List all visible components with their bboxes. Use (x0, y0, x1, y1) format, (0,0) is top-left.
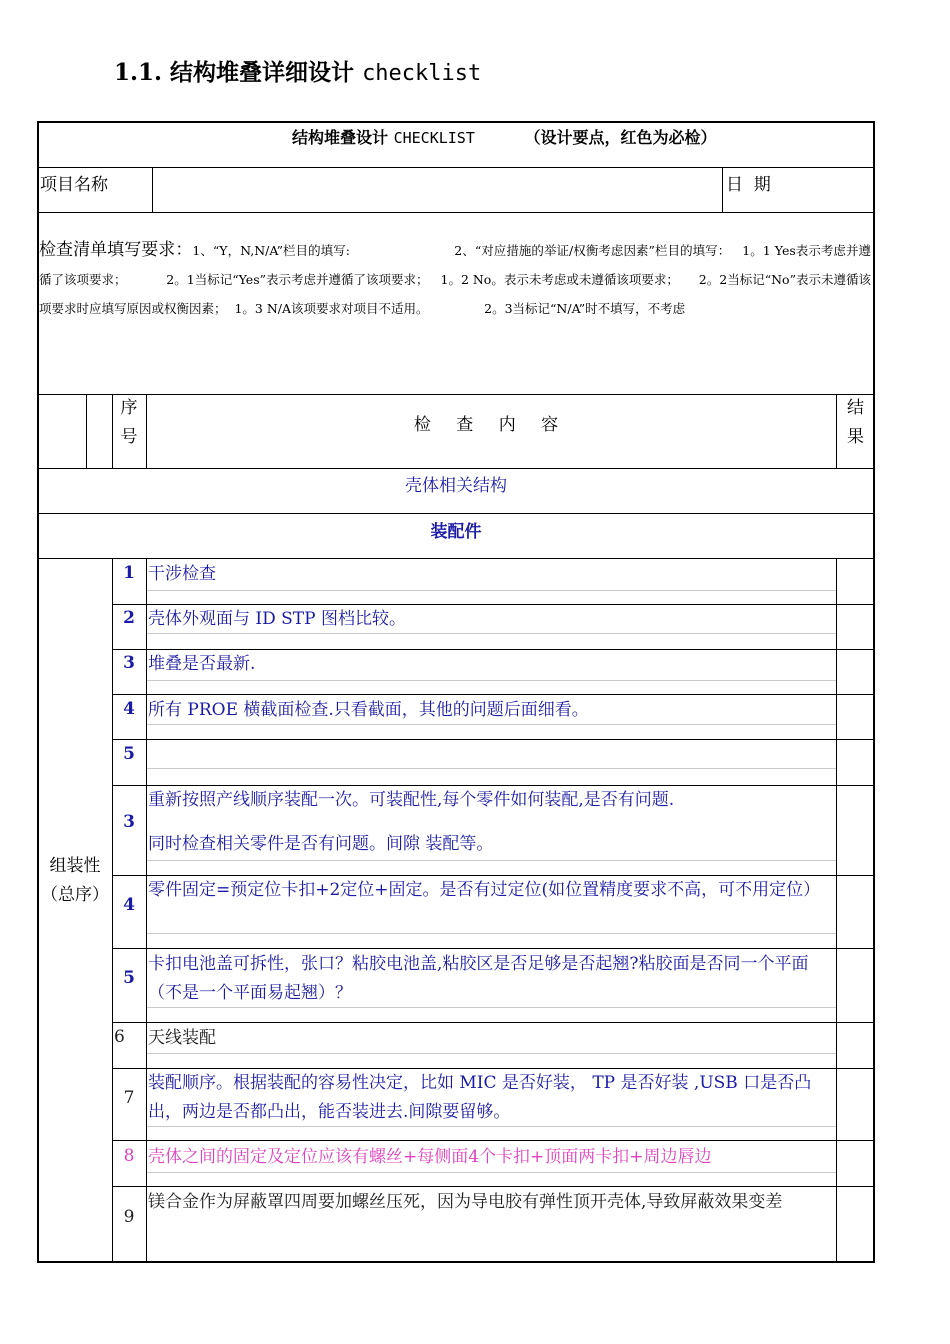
form-title-en: CHECKLIST (393, 129, 475, 147)
form-title-note: （设计要点，红色为必检） (524, 128, 717, 147)
fill-requirements (39, 236, 871, 323)
row-text: 堆叠是否最新. (148, 654, 256, 674)
project-name-label: 项目名称 (40, 175, 108, 195)
section-assembly-parts: 装配件 (430, 522, 482, 542)
row-number: 6 (114, 1027, 125, 1047)
content-header: 检 查 内 容 (413, 415, 569, 435)
section-heading (114, 54, 481, 87)
form-title (292, 125, 716, 148)
row-text: 镁合金作为屏蔽罩四周要加螺丝压死，因为导电胶有弹性顶开壳体,导致屏蔽效果变差 (148, 1192, 783, 1212)
row-text: 所有 PROE 横截面检查.只看截面，其他的问题后面细看。 (148, 700, 589, 720)
section-shell-structure: 壳体相关结构 (405, 476, 507, 496)
rule (37, 394, 875, 395)
row-text: 壳体之间的固定及定位应该有螺丝+每侧面4个卡扣+顶面两卡扣+周边唇边 (148, 1147, 712, 1167)
row-number: 4 (123, 895, 135, 915)
heading-title-en: checklist (362, 61, 482, 86)
heading-title-cn: 结构堆叠详细设计 (170, 59, 355, 86)
requirements-lead: 检查清单填写要求： (39, 240, 193, 260)
rule (37, 167, 875, 168)
rule (37, 558, 875, 559)
row-number: 2 (123, 608, 135, 628)
row-text: 干涉检查 (148, 564, 216, 584)
row-number: 9 (123, 1207, 135, 1227)
requirements-text: 1、“Y，N,N/A”栏目的填写: 2、“对应措施的举证/权衡考虑因素”栏目的填写： 1。1 Yes表示考虑并遵循了该项要求； 2。1当标记“Yes”表示考虑并遵循了该项要求； 1。2 No。表示未考虑或未遵循该项要求； 2。2当标记“No”表示未遵循该项要求时应填写原因或权衡因素； 1。3 N/A该项要求对项目不适用。 2。3当标记“N/A”时不填写，不考虑 (39, 243, 871, 316)
seq-header: 序 号 (120, 398, 138, 447)
row-number: 8 (123, 1146, 135, 1166)
row-text: 重新按照产线顺序装配一次。可装配性,每个零件如何装配,是否有问题. 同时检查相关零件是否有问题。间隙 装配等。 (148, 790, 675, 854)
group-label: 组装性 （总序） (41, 856, 109, 905)
rule (37, 212, 875, 213)
rule (37, 513, 875, 514)
row-number: 1 (123, 563, 135, 583)
rule (37, 468, 875, 469)
row-text: 装配顺序。根据装配的容易性决定，比如 MIC 是否好装， TP 是否好装 ,USB 口是否凸出，两边是否都凸出，能否装进去.间隙要留够。 (148, 1073, 812, 1122)
form-title-cn: 结构堆叠设计 (292, 128, 389, 147)
row-number: 3 (123, 812, 135, 832)
row-text: 卡扣电池盖可拆性，张口？粘胶电池盖,粘胶区是否足够是否起翘?粘胶面是否同一个平面（不是一个平面易起翘）？ (148, 954, 809, 1003)
row-number: 5 (123, 968, 135, 988)
date-label: 日 期 (726, 175, 771, 195)
row-number: 5 (123, 744, 135, 764)
row-text: 壳体外观面与 ID STP 图档比较。 (148, 609, 406, 629)
result-header: 结 果 (847, 398, 864, 447)
row-number: 7 (123, 1088, 135, 1108)
row-number: 3 (123, 653, 135, 673)
row-number: 4 (123, 699, 135, 719)
row-text: 零件固定=预定位卡扣+2定位+固定。是否有过定位(如位置精度要求不高，可不用定位） (148, 880, 821, 900)
heading-number: 1.1. (114, 59, 163, 86)
row-text: 天线装配 (148, 1028, 216, 1048)
